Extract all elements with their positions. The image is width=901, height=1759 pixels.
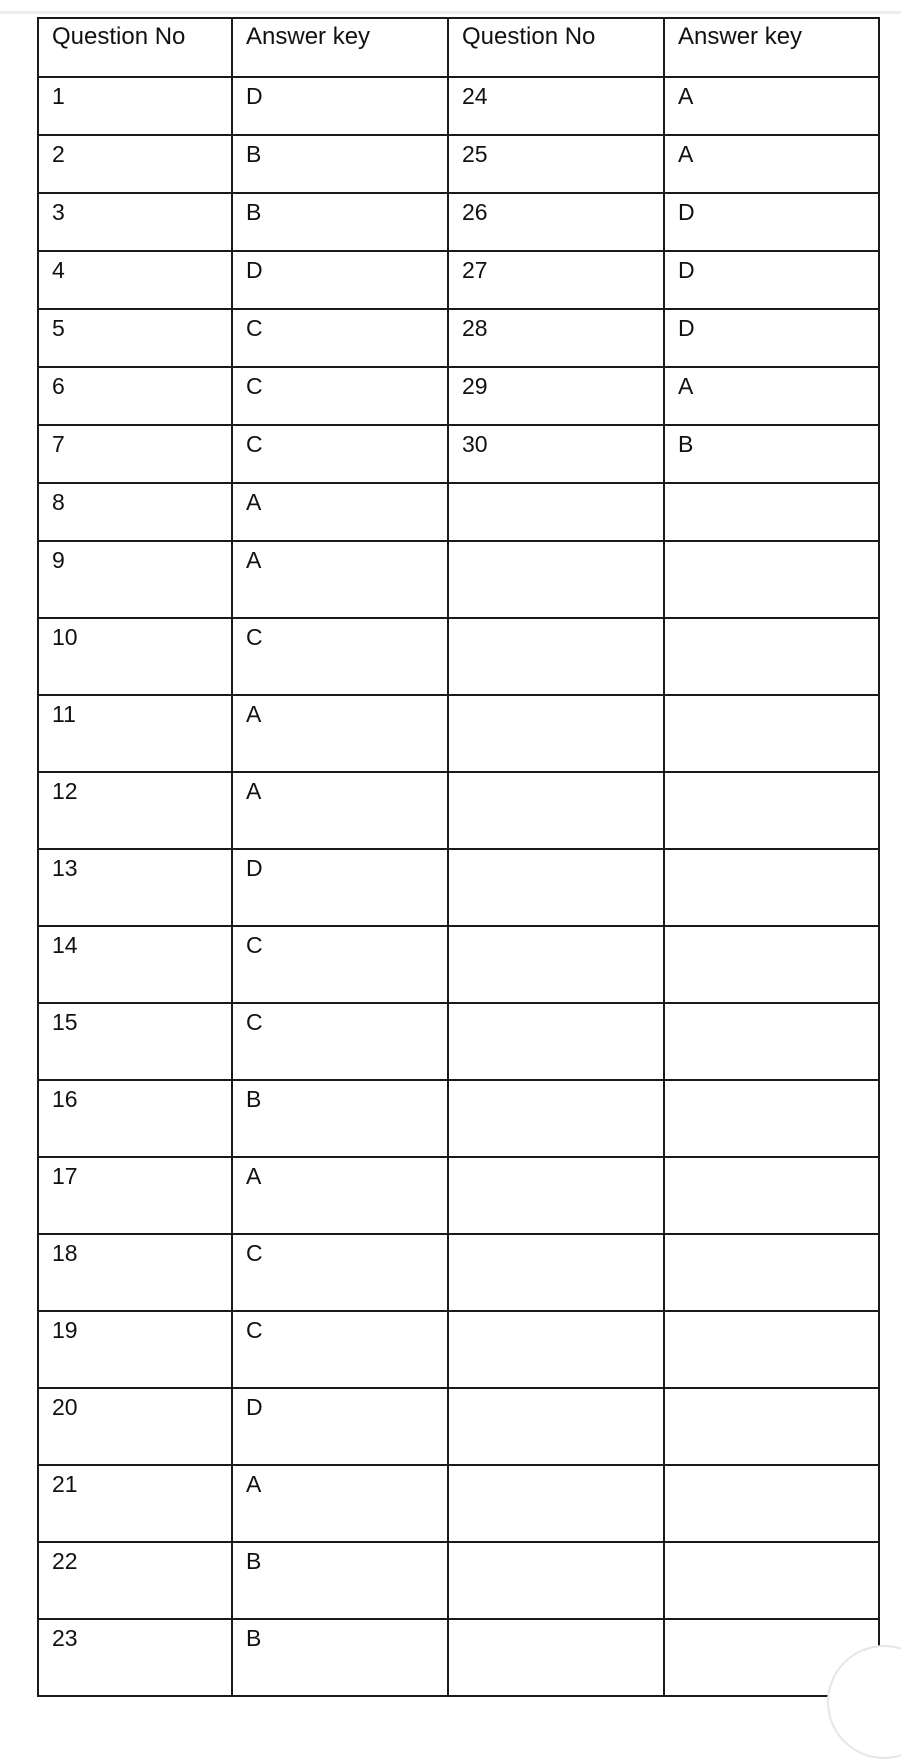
question-no-cell [448, 926, 664, 1003]
question-no-cell [448, 1157, 664, 1234]
question-no-cell: 11 [38, 695, 232, 772]
table-row [38, 193, 879, 251]
table-row [38, 77, 879, 135]
answer-key-cell: A [232, 695, 448, 772]
question-no-cell: 1 [38, 77, 232, 135]
table-row [38, 695, 879, 772]
header-question-no: Question No [38, 18, 232, 77]
question-no-cell [448, 1619, 664, 1696]
answer-key-cell: B [232, 1080, 448, 1157]
answer-key-cell: A [232, 541, 448, 618]
answer-key-cell: C [232, 618, 448, 695]
question-no-cell: 29 [448, 367, 664, 425]
answer-key-cell: D [664, 309, 879, 367]
question-no-cell: 7 [38, 425, 232, 483]
answer-key-cell: A [232, 1157, 448, 1234]
answer-key-cell: D [232, 1388, 448, 1465]
answer-key-cell: B [664, 425, 879, 483]
table-row [38, 251, 879, 309]
answer-key-cell [664, 695, 879, 772]
answer-key-cell: C [232, 367, 448, 425]
table-row [38, 1003, 879, 1080]
question-no-cell: 28 [448, 309, 664, 367]
question-no-cell [448, 1003, 664, 1080]
header-question-no-2: Question No [448, 18, 664, 77]
table-row [38, 425, 879, 483]
answer-key-cell: B [232, 193, 448, 251]
answer-key-cell [664, 1003, 879, 1080]
answer-key-cell: C [232, 425, 448, 483]
table-row [38, 1311, 879, 1388]
question-no-cell: 5 [38, 309, 232, 367]
table-row [38, 926, 879, 1003]
question-no-cell: 27 [448, 251, 664, 309]
answer-key-table [37, 17, 880, 1697]
answer-key-cell [664, 926, 879, 1003]
question-no-cell: 22 [38, 1542, 232, 1619]
answer-key-cell: A [664, 77, 879, 135]
question-no-cell [448, 1080, 664, 1157]
answer-key-cell: D [232, 77, 448, 135]
question-no-cell [448, 1311, 664, 1388]
question-no-cell: 25 [448, 135, 664, 193]
answer-key-cell [664, 618, 879, 695]
question-no-cell: 21 [38, 1465, 232, 1542]
table-row [38, 483, 879, 541]
question-no-cell: 2 [38, 135, 232, 193]
question-no-cell: 23 [38, 1619, 232, 1696]
answer-key-cell [664, 1311, 879, 1388]
question-no-cell [448, 1388, 664, 1465]
question-no-cell [448, 483, 664, 541]
table-row [38, 772, 879, 849]
answer-key-cell: C [232, 1311, 448, 1388]
table-row [38, 1542, 879, 1619]
question-no-cell: 30 [448, 425, 664, 483]
question-no-cell: 13 [38, 849, 232, 926]
answer-key-cell: A [232, 483, 448, 541]
answer-key-cell [664, 541, 879, 618]
answer-key-cell [664, 1542, 879, 1619]
header-answer-key-2: Answer key [664, 18, 879, 77]
question-no-cell: 6 [38, 367, 232, 425]
answer-key-cell: C [232, 309, 448, 367]
table-row [38, 1157, 879, 1234]
answer-key-cell [664, 1388, 879, 1465]
question-no-cell [448, 1465, 664, 1542]
answer-key-cell: A [664, 135, 879, 193]
answer-key-cell [664, 1157, 879, 1234]
question-no-cell: 19 [38, 1311, 232, 1388]
header-answer-key: Answer key [232, 18, 448, 77]
question-no-cell: 8 [38, 483, 232, 541]
table-row [38, 1619, 879, 1696]
question-no-cell [448, 541, 664, 618]
table-row [38, 135, 879, 193]
question-no-cell [448, 1542, 664, 1619]
question-no-cell: 24 [448, 77, 664, 135]
answer-key-cell: C [232, 1003, 448, 1080]
answer-key-cell: D [664, 251, 879, 309]
answer-key-cell: A [664, 367, 879, 425]
table-row [38, 618, 879, 695]
table-header-row [38, 18, 879, 77]
answer-key-cell [664, 1465, 879, 1542]
table-body [38, 77, 879, 1696]
answer-key-cell: D [664, 193, 879, 251]
table-row [38, 849, 879, 926]
answer-key-cell: D [232, 251, 448, 309]
table-row [38, 541, 879, 618]
answer-key-cell: C [232, 1234, 448, 1311]
answer-key-cell: C [232, 926, 448, 1003]
question-no-cell: 17 [38, 1157, 232, 1234]
answer-key-cell: D [232, 849, 448, 926]
question-no-cell [448, 1234, 664, 1311]
question-no-cell: 9 [38, 541, 232, 618]
answer-key-cell [664, 849, 879, 926]
table-row [38, 1465, 879, 1542]
question-no-cell: 4 [38, 251, 232, 309]
answer-key-cell: B [232, 1619, 448, 1696]
question-no-cell [448, 695, 664, 772]
answer-key-cell [664, 772, 879, 849]
table-row [38, 1080, 879, 1157]
answer-key-cell [664, 1080, 879, 1157]
page-top-edge [0, 11, 901, 14]
question-no-cell [448, 849, 664, 926]
question-no-cell: 10 [38, 618, 232, 695]
question-no-cell: 15 [38, 1003, 232, 1080]
question-no-cell [448, 618, 664, 695]
question-no-cell: 14 [38, 926, 232, 1003]
question-no-cell: 20 [38, 1388, 232, 1465]
question-no-cell: 26 [448, 193, 664, 251]
question-no-cell: 18 [38, 1234, 232, 1311]
answer-key-cell: B [232, 135, 448, 193]
question-no-cell: 12 [38, 772, 232, 849]
answer-key-cell: B [232, 1542, 448, 1619]
answer-key-cell [664, 1234, 879, 1311]
answer-key-cell [664, 483, 879, 541]
answer-key-cell: A [232, 772, 448, 849]
question-no-cell: 16 [38, 1080, 232, 1157]
table-row [38, 367, 879, 425]
table-row [38, 1234, 879, 1311]
question-no-cell [448, 772, 664, 849]
table-row [38, 1388, 879, 1465]
table-row [38, 309, 879, 367]
question-no-cell: 3 [38, 193, 232, 251]
answer-key-cell: A [232, 1465, 448, 1542]
